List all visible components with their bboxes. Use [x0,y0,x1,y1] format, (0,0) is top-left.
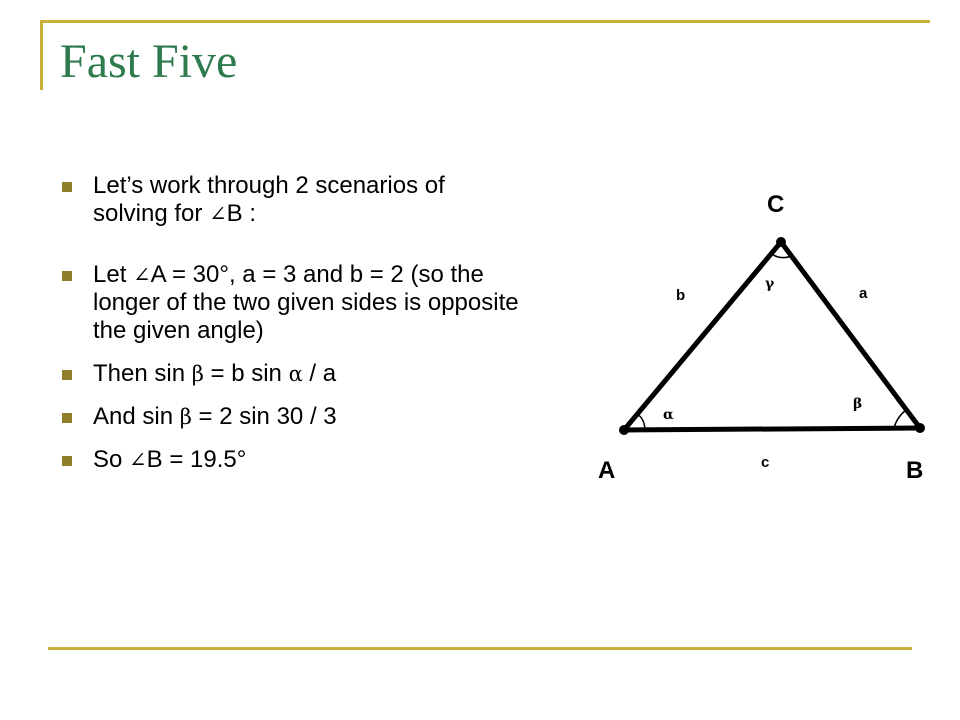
bullet-text: So [93,446,130,473]
alpha-symbol: α [288,362,303,386]
bullet-text: Then sin [93,360,192,387]
bullet-text: = 2 sin 30 / 3 [191,403,337,430]
slide-title: Fast Five [60,35,238,88]
angle-arc-beta [894,410,906,428]
vertex-b-dot [915,423,925,433]
vertex-c-dot [776,237,786,247]
angle-symbol: ∠ [133,263,151,287]
bullet-text: B : [226,200,257,227]
left-divider [40,20,43,90]
bullet-text: And sin [93,403,180,430]
bottom-divider [48,647,912,650]
bullet-text: / a [302,360,337,387]
vertex-a-dot [619,425,629,435]
bullet-item-substitution [60,403,520,431]
bullet-text: B = 19.5° [146,446,247,473]
square-bullet-icon [62,456,72,466]
bullet-item-scenarios [60,172,520,228]
square-bullet-icon [62,182,72,192]
beta-symbol: β [179,405,192,429]
vertex-label-a: A [598,457,616,484]
angle-label-beta: β [853,396,863,412]
angle-symbol: ∠ [209,202,227,226]
vertex-label-b: B [906,457,924,484]
bullet-item-given-values [60,261,520,345]
angle-label-alpha: α [663,407,674,423]
bullet-text: Let’s work through 2 scenarios of solving for [93,172,445,227]
vertex-label-c: C [767,191,785,218]
angle-symbol: ∠ [129,448,147,472]
bullet-text: = b sin [203,360,289,387]
side-label-b: b [676,287,686,304]
bullet-item-result [60,446,520,474]
side-label-a: a [859,285,868,302]
side-b-line [624,242,781,430]
side-a-line [781,242,920,428]
angle-label-gamma: γ [765,276,775,292]
bullet-text: Let [93,261,134,288]
square-bullet-icon [62,271,72,281]
beta-symbol: β [191,362,204,386]
bullet-item-law-of-sines [60,360,520,388]
bullet-text: A = 30°, a = 3 and b = 2 (so the longer of the two given sides is opposite the given angle) [93,261,519,344]
triangle-diagram [585,180,945,490]
side-c-line [624,428,920,430]
top-divider [40,20,930,23]
square-bullet-icon [62,413,72,423]
square-bullet-icon [62,370,72,380]
side-label-c: c [761,454,770,471]
bullet-list [60,172,520,474]
